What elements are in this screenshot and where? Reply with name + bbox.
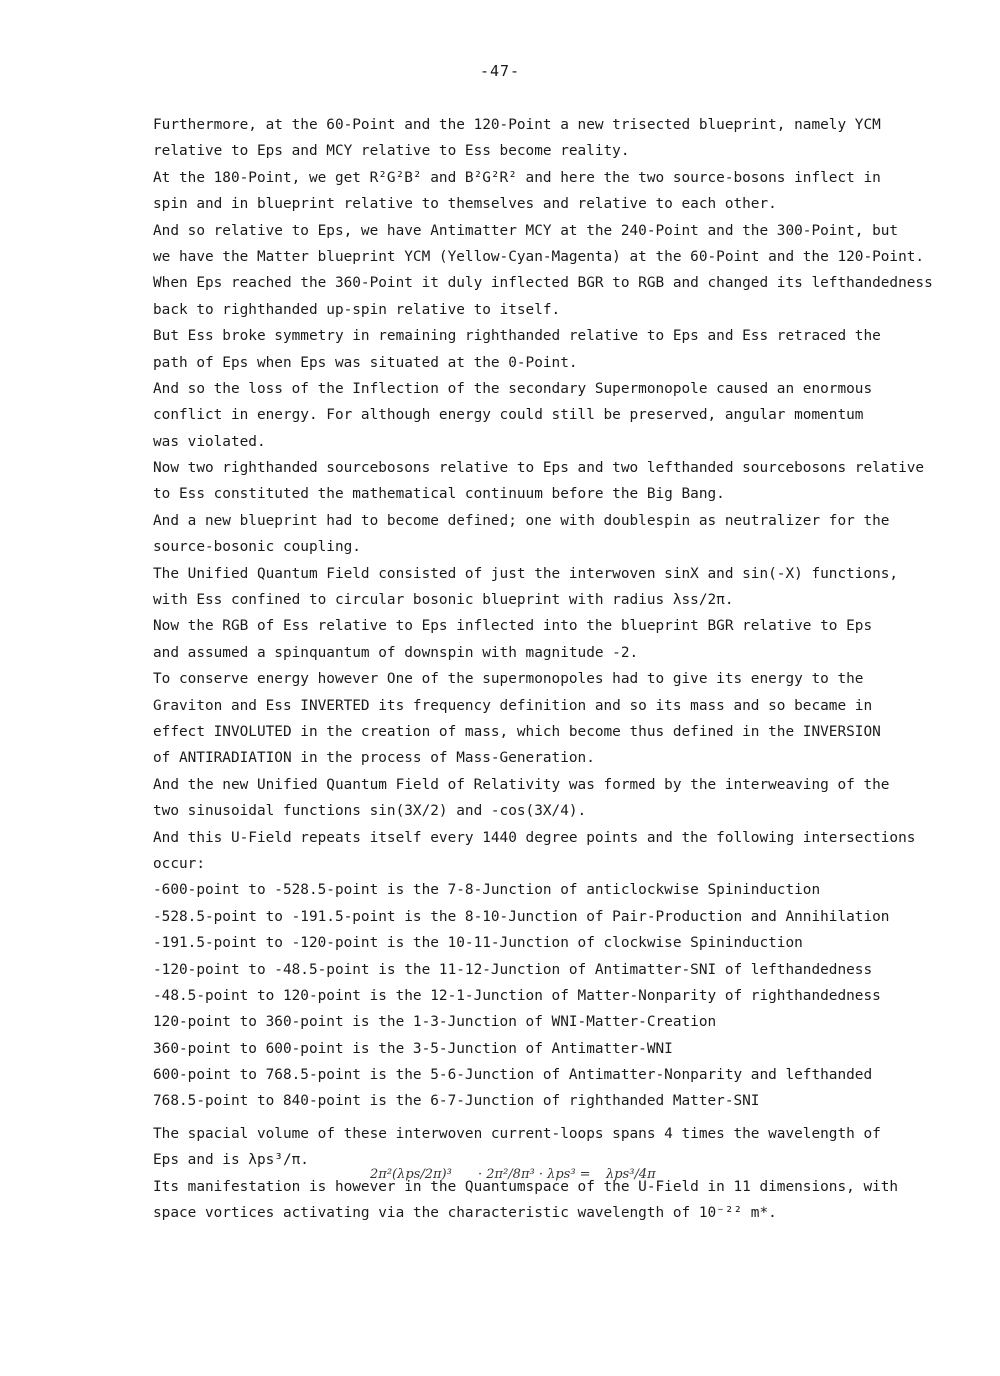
junction-line: -528.5-point to -191.5-point is the 8-10-Junction of Pair-Production and Annihilation — [153, 908, 890, 925]
text-line: Eps and is λps³/π. — [153, 1152, 309, 1169]
text-line: To conserve energy however One of the supermonopoles had to give its energy to the — [153, 671, 864, 688]
text-line: was violated. — [153, 433, 266, 450]
text-line: with Ess confined to circular bosonic blueprint with radius λss/2π. — [153, 592, 734, 609]
junction-line: 600-point to 768.5-point is the 5-6-Junction of Antimatter-Nonparity and lefthanded — [153, 1067, 873, 1084]
text-line: The spacial volume of these interwoven current-loops spans 4 times the wavelength of — [153, 1125, 881, 1142]
formula-part-1: 2π²(λps/2π)³ — [370, 1167, 452, 1182]
text-line: two sinusoidal functions sin(3X/2) and -cos(3X/4). — [153, 803, 587, 820]
text-line: to Ess constituted the mathematical continuum before the Big Bang. — [153, 486, 725, 503]
text-line: effect INVOLUTED in the creation of mass, which become thus defined in the INVERSION — [153, 723, 881, 740]
junction-line: 120-point to 360-point is the 1-3-Junction of WNI-Matter-Creation — [153, 1014, 717, 1031]
text-line: of ANTIRADIATION in the process of Mass-Generation. — [153, 750, 595, 767]
text-line: And so the loss of the Inflection of the secondary Supermonopole caused an enormous — [153, 380, 873, 397]
junction-line: 768.5-point to 840-point is the 6-7-Junction of righthanded Matter-SNI — [153, 1093, 760, 1110]
text-line: When Eps reached the 360-Point it duly inflected BGR to RGB and changed its lefthandedness — [153, 275, 933, 292]
text-line: And this U-Field repeats itself every 1440 degree points and the following intersections — [153, 829, 916, 846]
formula-part-3: λps³/4π — [606, 1167, 656, 1182]
text-line: And so relative to Eps, we have Antimatter MCY at the 240-Point and the 300-Point, but — [153, 222, 899, 239]
text-line: Furthermore, at the 60-Point and the 120-Point a new trisected blueprint, namely YCM — [153, 117, 881, 133]
text-line: And a new blueprint had to become defined; one with doublespin as neutralizer for the — [153, 512, 890, 529]
junction-line: 360-point to 600-point is the 3-5-Junction of Antimatter-WNI — [153, 1040, 673, 1057]
text-line: path of Eps when Eps was situated at the 0-Point. — [153, 354, 578, 371]
text-line: Its manifestation is however in the Quantumspace of the U-Field in 11 dimensions, with — [153, 1178, 899, 1195]
text-line: space vortices activating via the characteristic wavelength of 10⁻²² m*. — [153, 1205, 777, 1222]
junction-line: -191.5-point to -120-point is the 10-11-Junction of clockwise Spininduction — [153, 935, 803, 952]
text-line: conflict in energy. For although energy could still be preserved, angular momentum — [153, 407, 864, 424]
formula-part-2: · 2π²/8π³ · λps³ = — [478, 1167, 591, 1182]
text-line: we have the Matter blueprint YCM (Yellow-Cyan-Magenta) at the 60-Point and the 120-Point. — [153, 248, 925, 265]
body-text — [153, 112, 953, 1226]
text-line: Graviton and Ess INVERTED its frequency definition and so its mass and so became in — [153, 697, 873, 714]
page-number: -47- — [479, 62, 521, 80]
junction-line: -48.5-point to 120-point is the 12-1-Junction of Matter-Nonparity of righthandedness — [153, 987, 881, 1004]
text-line: But Ess broke symmetry in remaining righthanded relative to Eps and Ess retraced the — [153, 328, 881, 345]
text-line: At the 180-Point, we get R²G²B² and B²G²R² and here the two source-bosons inflect in — [153, 169, 881, 186]
text-line: back to righthanded up-spin relative to itself. — [153, 301, 561, 318]
text-line: occur: — [153, 855, 205, 872]
text-line: The Unified Quantum Field consisted of just the interwoven sinX and sin(-X) functions, — [153, 565, 899, 582]
junction-line: -600-point to -528.5-point is the 7-8-Junction of anticlockwise Spininduction — [153, 882, 821, 899]
text-line: Now two righthanded sourcebosons relative to Eps and two lefthanded sourcebosons relative — [153, 460, 925, 477]
text-line: source-bosonic coupling. — [153, 539, 361, 556]
junction-line: -120-point to -48.5-point is the 11-12-Junction of Antimatter-SNI of lefthandedness — [153, 961, 873, 978]
text-line: spin and in blueprint relative to themselves and relative to each other. — [153, 196, 777, 213]
text-line: Now the RGB of Ess relative to Eps inflected into the blueprint BGR relative to Eps — [153, 618, 873, 635]
text-line: And the new Unified Quantum Field of Relativity was formed by the interweaving of the — [153, 776, 890, 793]
text-line: and assumed a spinquantum of downspin with magnitude -2. — [153, 644, 639, 661]
text-line: relative to Eps and MCY relative to Ess become reality. — [153, 143, 630, 160]
handwritten-formula — [370, 1150, 670, 1196]
